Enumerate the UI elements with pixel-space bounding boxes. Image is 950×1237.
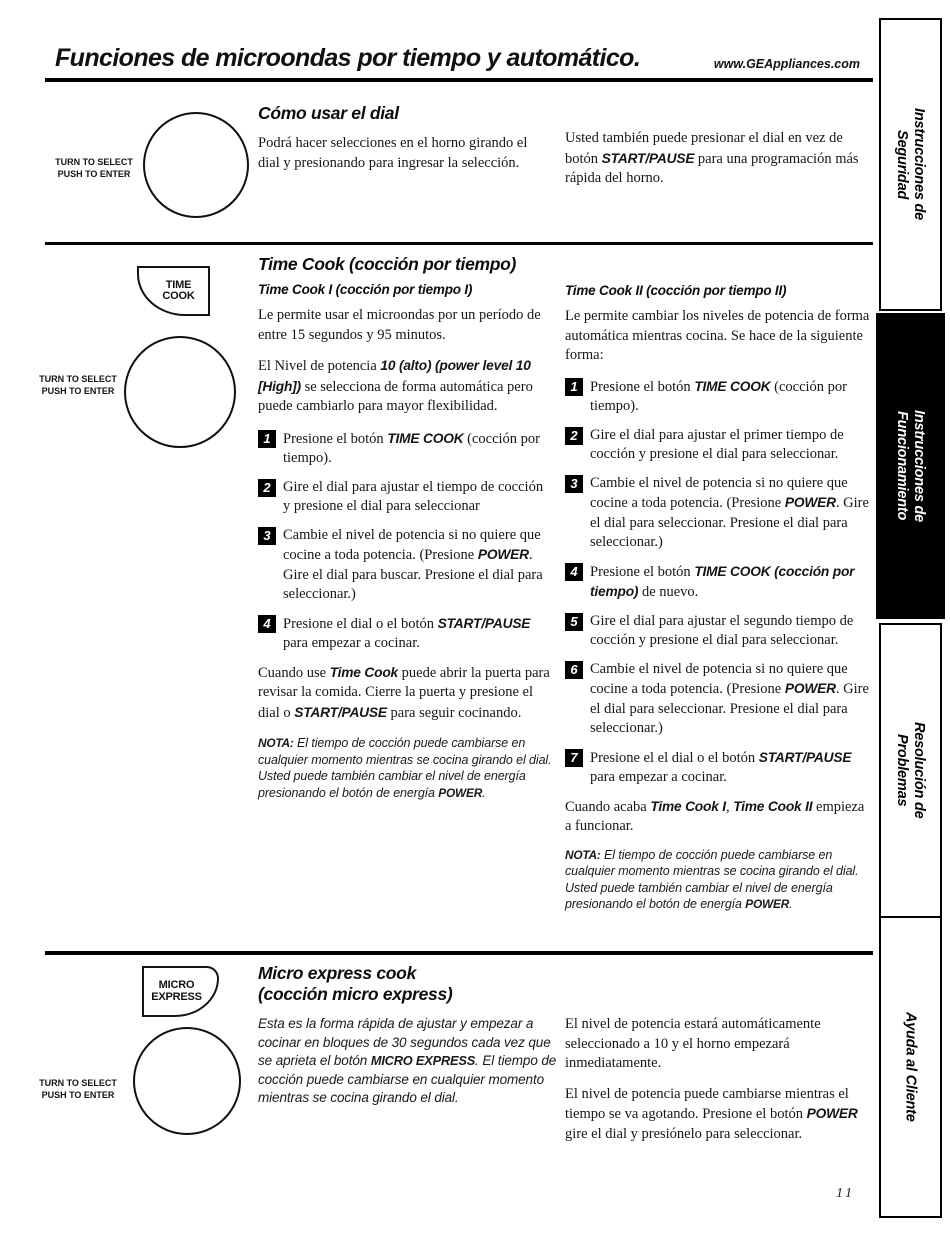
- dial-label-line: TURN TO SELECT: [39, 374, 117, 384]
- paragraph: Cuando acaba Time Cook I, Time Cook II empieza a funcionar.: [565, 798, 865, 834]
- time-cook-1-column: [258, 254, 552, 801]
- step-item: [565, 660, 873, 739]
- step-item: [258, 614, 552, 654]
- step-number-badge: 4: [565, 563, 583, 581]
- dial-knob-icon: [124, 336, 236, 448]
- step-item: [258, 429, 552, 469]
- step-text: Cambie el nivel de potencia si no quiere que cocine a toda potencia. (Presione POWER. Gire el dial para seleccionar. Presione el dial para seleccionar.): [590, 474, 869, 550]
- step-item: [565, 377, 873, 417]
- paragraph: Le permite cambiar los niveles de potencia de forma automática mientras cocina. Se hace de la siguiente forma:: [565, 308, 870, 363]
- sidebar-tab-ayuda-al-cliente: [879, 916, 942, 1218]
- header-rule: [45, 78, 873, 82]
- section-heading: Time Cook (cocción por tiempo): [258, 254, 517, 274]
- subsection-heading: Time Cook I (cocción por tiempo I): [258, 282, 473, 297]
- step-number-badge: 2: [565, 427, 583, 445]
- time-cook-2-column: [565, 282, 873, 913]
- paragraph: El nivel de potencia estará automáticamente seleccionado a 10 y el horno empezará inmediatamente.: [565, 1016, 821, 1071]
- numbered-steps: [565, 377, 873, 788]
- micro-express-right-column: [565, 1015, 870, 1144]
- step-number-badge: 2: [258, 479, 276, 497]
- subsection-heading: Time Cook II (cocción por tiempo II): [565, 283, 787, 298]
- dial-instruction-label: [48, 157, 140, 180]
- step-number-badge: 4: [258, 615, 276, 633]
- section-heading: Cómo usar el dial: [258, 103, 399, 123]
- button-label-line: EXPRESS: [151, 990, 202, 1003]
- step-item: [565, 426, 873, 465]
- step-text: Gire el dial para ajustar el segundo tiempo de cocción y presione el dial para seleccionar.: [590, 612, 854, 648]
- tab-label-line: Resolución de: [911, 722, 927, 819]
- dial-instruction-label: [36, 374, 120, 397]
- step-text: Presione el botón TIME COOK (cocción por tiempo).: [590, 378, 848, 414]
- sidebar-tab-instrucciones-de-funcionamiento: [876, 313, 945, 619]
- dial-instruction-label: [36, 1078, 120, 1101]
- micro-express-left-column: [258, 963, 558, 1108]
- paragraph: Cuando use Time Cook puede abrir la puerta para revisar la comida. Cierre la puerta y presione el dial o START/PAUSE para seguir cocinando.: [258, 664, 550, 721]
- step-text: Presione el botón TIME COOK (cocción por tiempo) de nuevo.: [590, 563, 855, 600]
- step-item: [258, 478, 552, 517]
- step-text: Presione el el dial o el botón START/PAUSE para empezar a cocinar.: [590, 749, 852, 785]
- button-label-line: MICRO: [158, 979, 195, 991]
- step-number-badge: 3: [565, 475, 583, 493]
- dial-label-line: TURN TO SELECT: [55, 157, 133, 167]
- paragraph: El Nivel de potencia 10 (alto) (power level 10 [High]) se selecciona de forma automática pero puede cambiarlo para mayor flexibilidad.: [258, 358, 533, 414]
- tab-label-line: Instrucciones de: [911, 409, 927, 523]
- paragraph: Le permite usar el microondas por un período de entre 15 segundos y 95 minutos.: [258, 307, 541, 343]
- micro-express-button-icon: [142, 966, 219, 1017]
- como-usar-left-column: [258, 103, 550, 173]
- step-text: Presione el botón TIME COOK (cocción por tiempo).: [283, 430, 541, 466]
- step-item: [565, 562, 873, 603]
- step-number-badge: 6: [565, 661, 583, 679]
- dial-label-line: PUSH TO ENTER: [41, 385, 115, 396]
- dial-knob-icon: [133, 1027, 241, 1135]
- note-paragraph: NOTA: El tiempo de cocción puede cambiarse en cualquier momento mientras se cocina girando el dial. Usted puede también cambiar el nivel de energía presionando el botón de energía POWER.: [258, 736, 552, 800]
- tab-label-line: Funcionamiento: [894, 411, 910, 521]
- button-label-line: TIME: [165, 278, 192, 291]
- tab-label-line: Instrucciones de: [911, 108, 927, 221]
- page-title: Funciones de microondas por tiempo y automático.: [55, 44, 641, 72]
- dial-label-line: PUSH TO ENTER: [41, 1089, 115, 1100]
- tab-label-line: Ayuda al Cliente: [902, 1012, 919, 1122]
- website-url: www.GEAppliances.com: [713, 57, 860, 71]
- button-label-line: COOK: [162, 290, 195, 302]
- tab-label-line: Seguridad: [894, 129, 910, 200]
- step-text: Cambie el nivel de potencia si no quiere que cocine a toda potencia. (Presione POWER. Gire el dial para seleccionar. Presione el dial para seleccionar.): [590, 660, 869, 736]
- step-item: [565, 474, 873, 553]
- step-text: Gire el dial para ajustar el tiempo de cocción y presione el dial para seleccionar: [283, 478, 544, 514]
- step-number-badge: 5: [565, 613, 583, 631]
- como-usar-right-column: [565, 129, 867, 189]
- step-number-badge: 1: [565, 378, 583, 396]
- numbered-steps: [258, 429, 552, 654]
- paragraph: Esta es la forma rápida de ajustar y empezar a cocinar en bloques de 30 segundos cada vez que se aprieta el botón MICRO EXPRESS. El tiempo de cocción puede cambiarse en cualquier momento mientras se cocina girando el dial.: [258, 1016, 557, 1105]
- step-text: Presione el dial o el botón START/PAUSE para empezar a cocinar.: [283, 615, 531, 651]
- step-item: [565, 612, 873, 651]
- dial-knob-icon: [143, 112, 249, 218]
- page-number: 11: [836, 1186, 855, 1201]
- step-item: [258, 526, 552, 605]
- step-number-badge: 3: [258, 527, 276, 545]
- note-paragraph: NOTA: El tiempo de cocción puede cambiarse en cualquier momento mientras se cocina girando el dial. Usted puede también cambiar el nivel de energía presionando el botón de energía POWER.: [565, 847, 859, 911]
- step-text: Gire el dial para ajustar el primer tiempo de cocción y presione el dial para seleccionar.: [590, 426, 844, 462]
- section-divider: [45, 951, 873, 955]
- dial-label-line: PUSH TO ENTER: [57, 168, 131, 179]
- step-number-badge: 7: [565, 749, 583, 767]
- paragraph: Podrá hacer selecciones en el horno girando el dial y presionando para ingresar la selección.: [258, 135, 528, 171]
- step-text: Cambie el nivel de potencia si no quiere que cocine a toda potencia. (Presione POWER. Gire el dial para buscar. Presione el dial para seleccionar.): [283, 526, 543, 602]
- sidebar-tab-instrucciones-de-seguridad: [879, 18, 942, 311]
- section-heading: Micro express cook: [258, 963, 417, 983]
- section-heading-line2: (cocción micro express): [258, 984, 453, 1004]
- section-divider: [45, 242, 873, 245]
- sidebar-tab-resolucion-de-problemas: [879, 623, 942, 918]
- dial-label-line: TURN TO SELECT: [39, 1078, 117, 1088]
- tab-label-line: Problemas: [894, 734, 910, 807]
- step-item: [565, 748, 873, 788]
- paragraph: El nivel de potencia puede cambiarse mientras el tiempo se va agotando. Presione el botón POWER gire el dial y presiónelo para seleccionar.: [565, 1085, 858, 1142]
- time-cook-button-icon: [137, 266, 210, 316]
- paragraph: Usted también puede presionar el dial en vez de botón START/PAUSE para una programación más rápida del horno.: [565, 130, 859, 186]
- step-number-badge: 1: [258, 430, 276, 448]
